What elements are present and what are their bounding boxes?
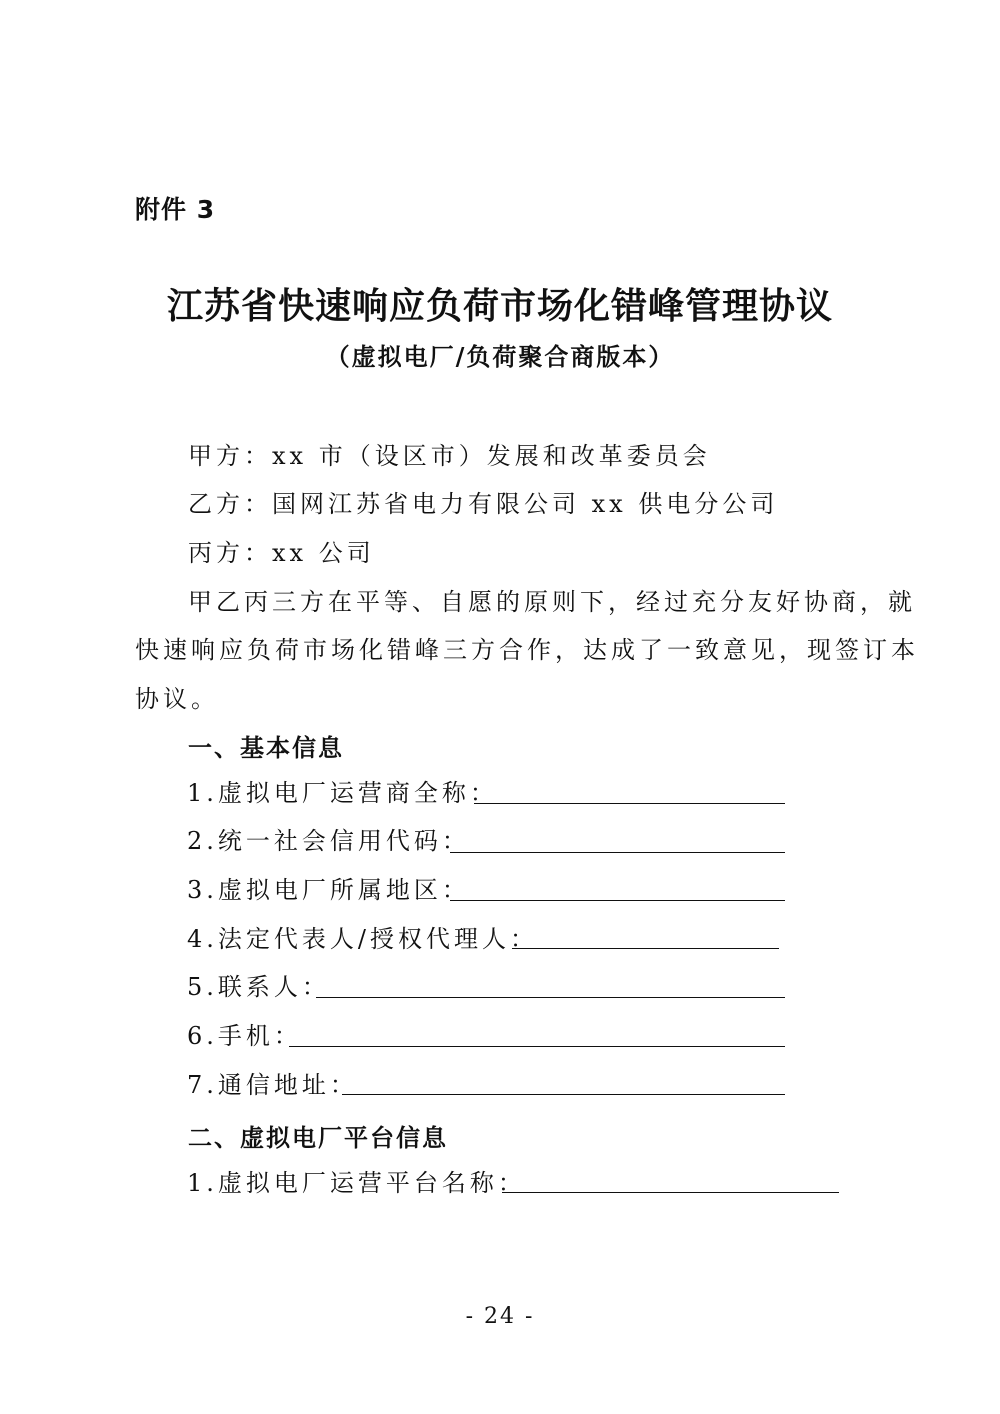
attachment-label: 附件 3 (135, 195, 216, 224)
document-subtitle: （虚拟电厂/负荷聚合商版本） (325, 342, 675, 371)
field-input-contact[interactable] (316, 997, 785, 998)
field-input-region[interactable] (450, 900, 785, 901)
section-heading-platform-info: 二、虚拟电厂平台信息 (188, 1124, 448, 1152)
field-label-credit-code: 2.统一社会信用代码： (187, 827, 470, 855)
document-title: 江苏省快速响应负荷市场化错峰管理协议 (166, 285, 833, 327)
party-a: 甲方：xx 市（设区市）发展和改革委员会 (188, 442, 711, 470)
intro-line-1: 甲乙丙三方在平等、自愿的原则下，经过充分友好协商，就 (188, 588, 916, 616)
field-input-legal-representative[interactable] (512, 948, 779, 949)
field-input-operator-name[interactable] (474, 803, 785, 804)
field-label-mobile: 6.手机： (187, 1022, 302, 1050)
field-label-legal-representative: 4.法定代表人/授权代理人： (187, 925, 538, 953)
intro-line-3: 协议。 (135, 685, 219, 713)
field-label-operator-name: 1.虚拟电厂运营商全称： (187, 779, 498, 807)
field-label-address: 7.通信地址： (187, 1071, 358, 1099)
section-heading-basic-info: 一、基本信息 (188, 734, 344, 762)
intro-line-2: 快速响应负荷市场化错峰三方合作，达成了一致意见，现签订本 (135, 636, 919, 664)
party-b: 乙方：国网江苏省电力有限公司 xx 供电分公司 (188, 490, 779, 518)
field-input-platform-name[interactable] (502, 1192, 839, 1193)
field-input-address[interactable] (342, 1094, 785, 1095)
field-label-contact: 5.联系人： (187, 973, 330, 1001)
field-input-mobile[interactable] (289, 1046, 785, 1047)
party-c: 丙方：xx 公司 (188, 539, 375, 567)
field-label-platform-name: 1.虚拟电厂运营平台名称： (187, 1169, 526, 1197)
page-number: - 24 - (465, 1304, 535, 1329)
field-input-credit-code[interactable] (450, 852, 785, 853)
field-label-region: 3.虚拟电厂所属地区： (187, 876, 470, 904)
